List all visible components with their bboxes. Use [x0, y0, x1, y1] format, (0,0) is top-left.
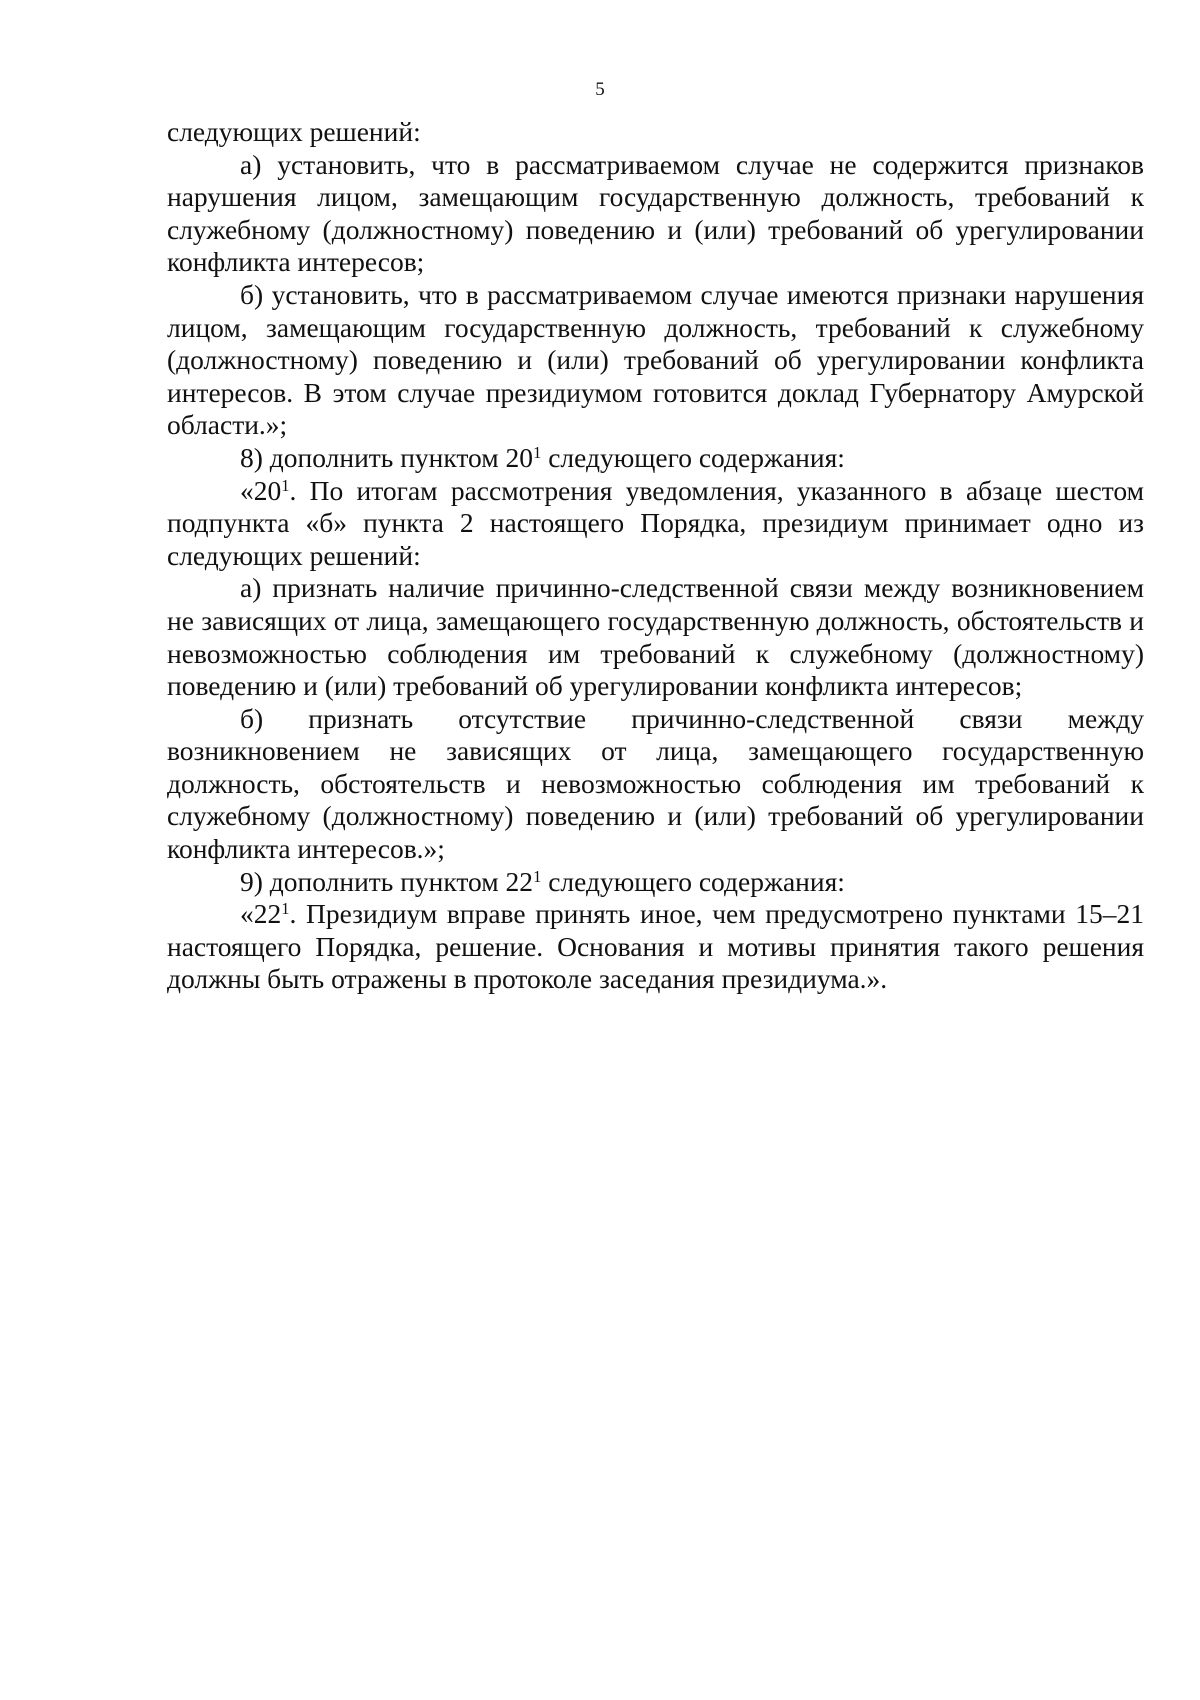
- item-8-superscript: 1: [533, 442, 542, 462]
- item-8-text-end: следующего содержания:: [541, 441, 845, 473]
- paragraph-continuation: следующих решений:: [167, 116, 421, 147]
- paragraph-point-20-1: [167, 475, 1144, 573]
- item-9-text-start: 9) дополнить пунктом 22: [240, 865, 534, 897]
- paragraph-decision-a-no-violation: а) установить, что в рассматриваемом случае не содержится признаков нарушения лицом, замещающим государственную должность, требований к служебному (должностному) поведению и (или) требований об урегулировании конфликта интересов;: [167, 148, 1144, 278]
- paragraph-decision-a-causal-link: а) признать наличие причинно-следственной связи между возникновением не зависящих от лица, замещающего государственную должность, обстоятельств и невозможностью соблюдения им требований к служебному (должностному) поведению и (или) требований об урегулировании конфликта интересов;: [167, 572, 1144, 702]
- item-9-text-end: следующего содержания:: [541, 865, 845, 897]
- point-20-1-text-end: . По итогам рассмотрения уведомления, указанного в абзаце шестом подпункта «б» пункта 2 настоящего Порядка, президиум принимает одно из следующих решений:: [167, 474, 1144, 571]
- page-number: 5: [595, 79, 605, 100]
- item-9-superscript: 1: [533, 866, 542, 886]
- point-20-1-text-start: «20: [240, 474, 282, 506]
- document-body: [167, 116, 1144, 996]
- paragraph-item-8: [167, 442, 1144, 475]
- item-8-text-start: 8) дополнить пунктом 20: [240, 441, 534, 473]
- paragraph-decision-b-no-causal-link: б) признать отсутствие причинно-следственной связи между возникновением не зависящих от лица, замещающего государственную должность, обстоятельств и невозможностью соблюдения им требований к служебному (должностному) поведению и (или) требований об урегулировании конфликта интересов.»;: [167, 702, 1144, 865]
- point-22-1-superscript: 1: [281, 899, 290, 919]
- paragraph-decision-b-violation: б) установить, что в рассматриваемом случае имеются признаки нарушения лицом, замещающим государственную должность, требований к служебному (должностному) поведению и (или) требований об урегулировании конфликта интересов. В этом случае президиумом готовится доклад Губернатору Амурской области.»;: [167, 278, 1144, 441]
- point-22-1-text-start: «22: [240, 898, 282, 930]
- paragraph-point-22-1: [167, 898, 1144, 996]
- paragraph-item-9: [167, 866, 1144, 899]
- point-22-1-text-end: . Президиум вправе принять иное, чем предусмотрено пунктами 15–21 настоящего Порядка, решение. Основания и мотивы принятия такого решения должны быть отражены в протоколе заседания президиума.».: [167, 898, 1144, 995]
- point-20-1-superscript: 1: [281, 475, 290, 495]
